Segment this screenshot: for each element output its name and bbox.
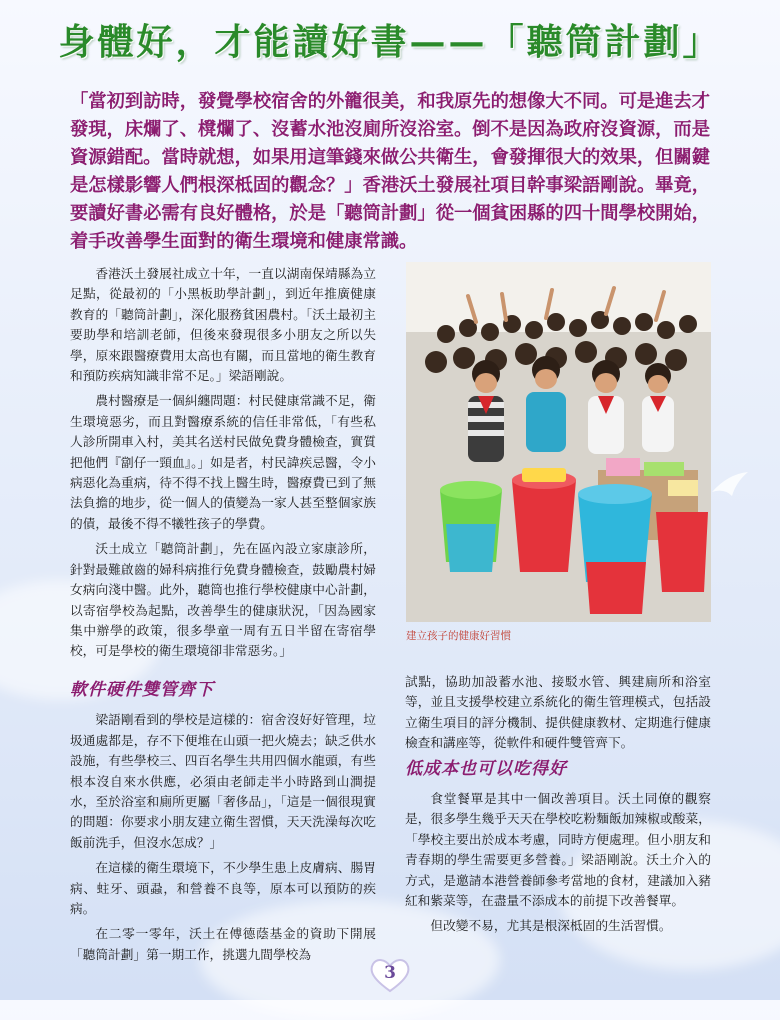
intro-paragraph: 「當初到訪時，發覺學校宿舍的外籠很美，和我原先的想像大不同。可是進去才發現，床爛了、櫈爛了、沒蓄水池沒廁所沒浴室。倒不是因為政府沒資源，而是資源錯配。當時就想，如果用這筆錢來做公共衛生，會發揮很大的效果，但關鍵是怎樣影響人們根深柢固的觀念？」香港沃土發展社項目幹事梁語剛說。畢竟，要讀好書必需有良好體格，於是「聽筒計劃」從一個貧困縣的四十間學校開始，着手改善學生面對的衛生環境和健康常識。 <box>70 91 710 252</box>
right-column <box>405 672 711 942</box>
body-paragraph: 沃土成立「聽筒計劃」，先在區內設立家康診所，針對最難啟齒的婦科病推行免費身體檢查，鼓勵農村婦女病向淺中醫。此外，聽筒也推行學校健康中心計劃，以寄宿學校為起點，改善學生的健康狀況，「因為國家集中辦學的政策，很多學童一周有五日半留在寄宿學校，可是學校的衛生環境卻非常惡劣。」 <box>70 541 376 659</box>
body-paragraph: 在這樣的衛生環境下，不少學生患上皮膚病、腸胃病、蛀牙、頭蝨，和營養不良等，原本可以預防的疾病。 <box>70 860 376 917</box>
body-paragraph: 食堂餐單是其中一個改善項目。沃土同僚的觀察是，很多學生幾乎天天在學校吃粉麵飯加辣椒或酸菜，「學校主要出於成本考慮，同時方便處理。但小朋友和青春期的學生需要更多營養。」梁語剛說。沃土介入的方式，是邀請本港營養師參考當地的食材，建議加入豬紅和紫菜等，在盡量不添成本的前提下改善餐單。 <box>405 791 711 909</box>
page-number: 3 <box>384 963 396 983</box>
children-photo-illustration <box>406 262 711 622</box>
body-paragraph: 但改變不易，尤其是根深柢固的生活習慣。 <box>430 918 672 934</box>
body-paragraph: 香港沃土發展社成立十年，一直以湖南保靖縣為立足點，從最初的「小黑板助學計劃」，到近年推廣健康教育的「聽筒計劃」，深化服務貧困農村。「沃土最初主要助學和培訓老師，但後來發現很多小朋友之所以失學，原來跟醫療費用太高也有關，而且當地的衛生教育和預防疾病知識非常不足。」梁語剛說。 <box>70 266 376 384</box>
body-paragraph: 梁語剛看到的學校是這樣的：宿舍沒好好管理，垃圾通處都是，存不下便堆在山頭一把火燒去；缺乏供水設施，有些學校三、四百名學生共用四個水龍頭，有些根本沒自來水供應，必須由老師走半小時路到山澗提水，至於浴室和廁所更屬「奢侈品」，「這是一個很現實的問題：你要求小朋友建立衛生習慣，天天洗澡每次吃飯前洗手，但沒水怎成？」 <box>70 712 376 850</box>
body-paragraph: 試點，協助加設蓄水池、接駁水管、興建廁所和浴室等，並且支援學校建立系統化的衛生管理模式，包括設立衛生項目的評分機制、提供健康教材、定期進行健康檢查和講座等，從軟件和硬件雙管齊下。 <box>405 674 711 751</box>
page-title: 身體好，才能讀好書——「聽筒計劃」 <box>58 21 722 63</box>
left-column-section <box>70 676 376 970</box>
body-paragraph: 農村醫療是一個糾纏問題：村民健康常識不足，衛生環境惡劣，而且對醫療系統的信任非常低，「有些私人診所開車入村，美其名送村民做免費身體檢查，實質把他們『劏仔一頸血』。」如是者，村民諱疾忌醫，令小病惡化為重病，待不得不找上醫生時，醫療費已到了無法負擔的地步，從一個人的債變為一家人甚至整個家族的債，最後不得不犧牲孩子的學費。 <box>70 393 376 531</box>
bird-decoration-icon <box>710 470 750 504</box>
page-number-badge <box>365 955 415 995</box>
section-heading: 軟件硬件雙管齊下 <box>70 680 214 700</box>
body-paragraph: 在二零一零年，沃土在傅德蔭基金的資助下開展「聽筒計劃」第一期工作，挑選九間學校為 <box>70 926 376 962</box>
photo-caption: 建立孩子的健康好習慣 <box>406 630 511 642</box>
left-column <box>70 264 376 667</box>
section-heading: 低成本也可以吃得好 <box>405 758 567 779</box>
children-photo <box>406 262 711 622</box>
